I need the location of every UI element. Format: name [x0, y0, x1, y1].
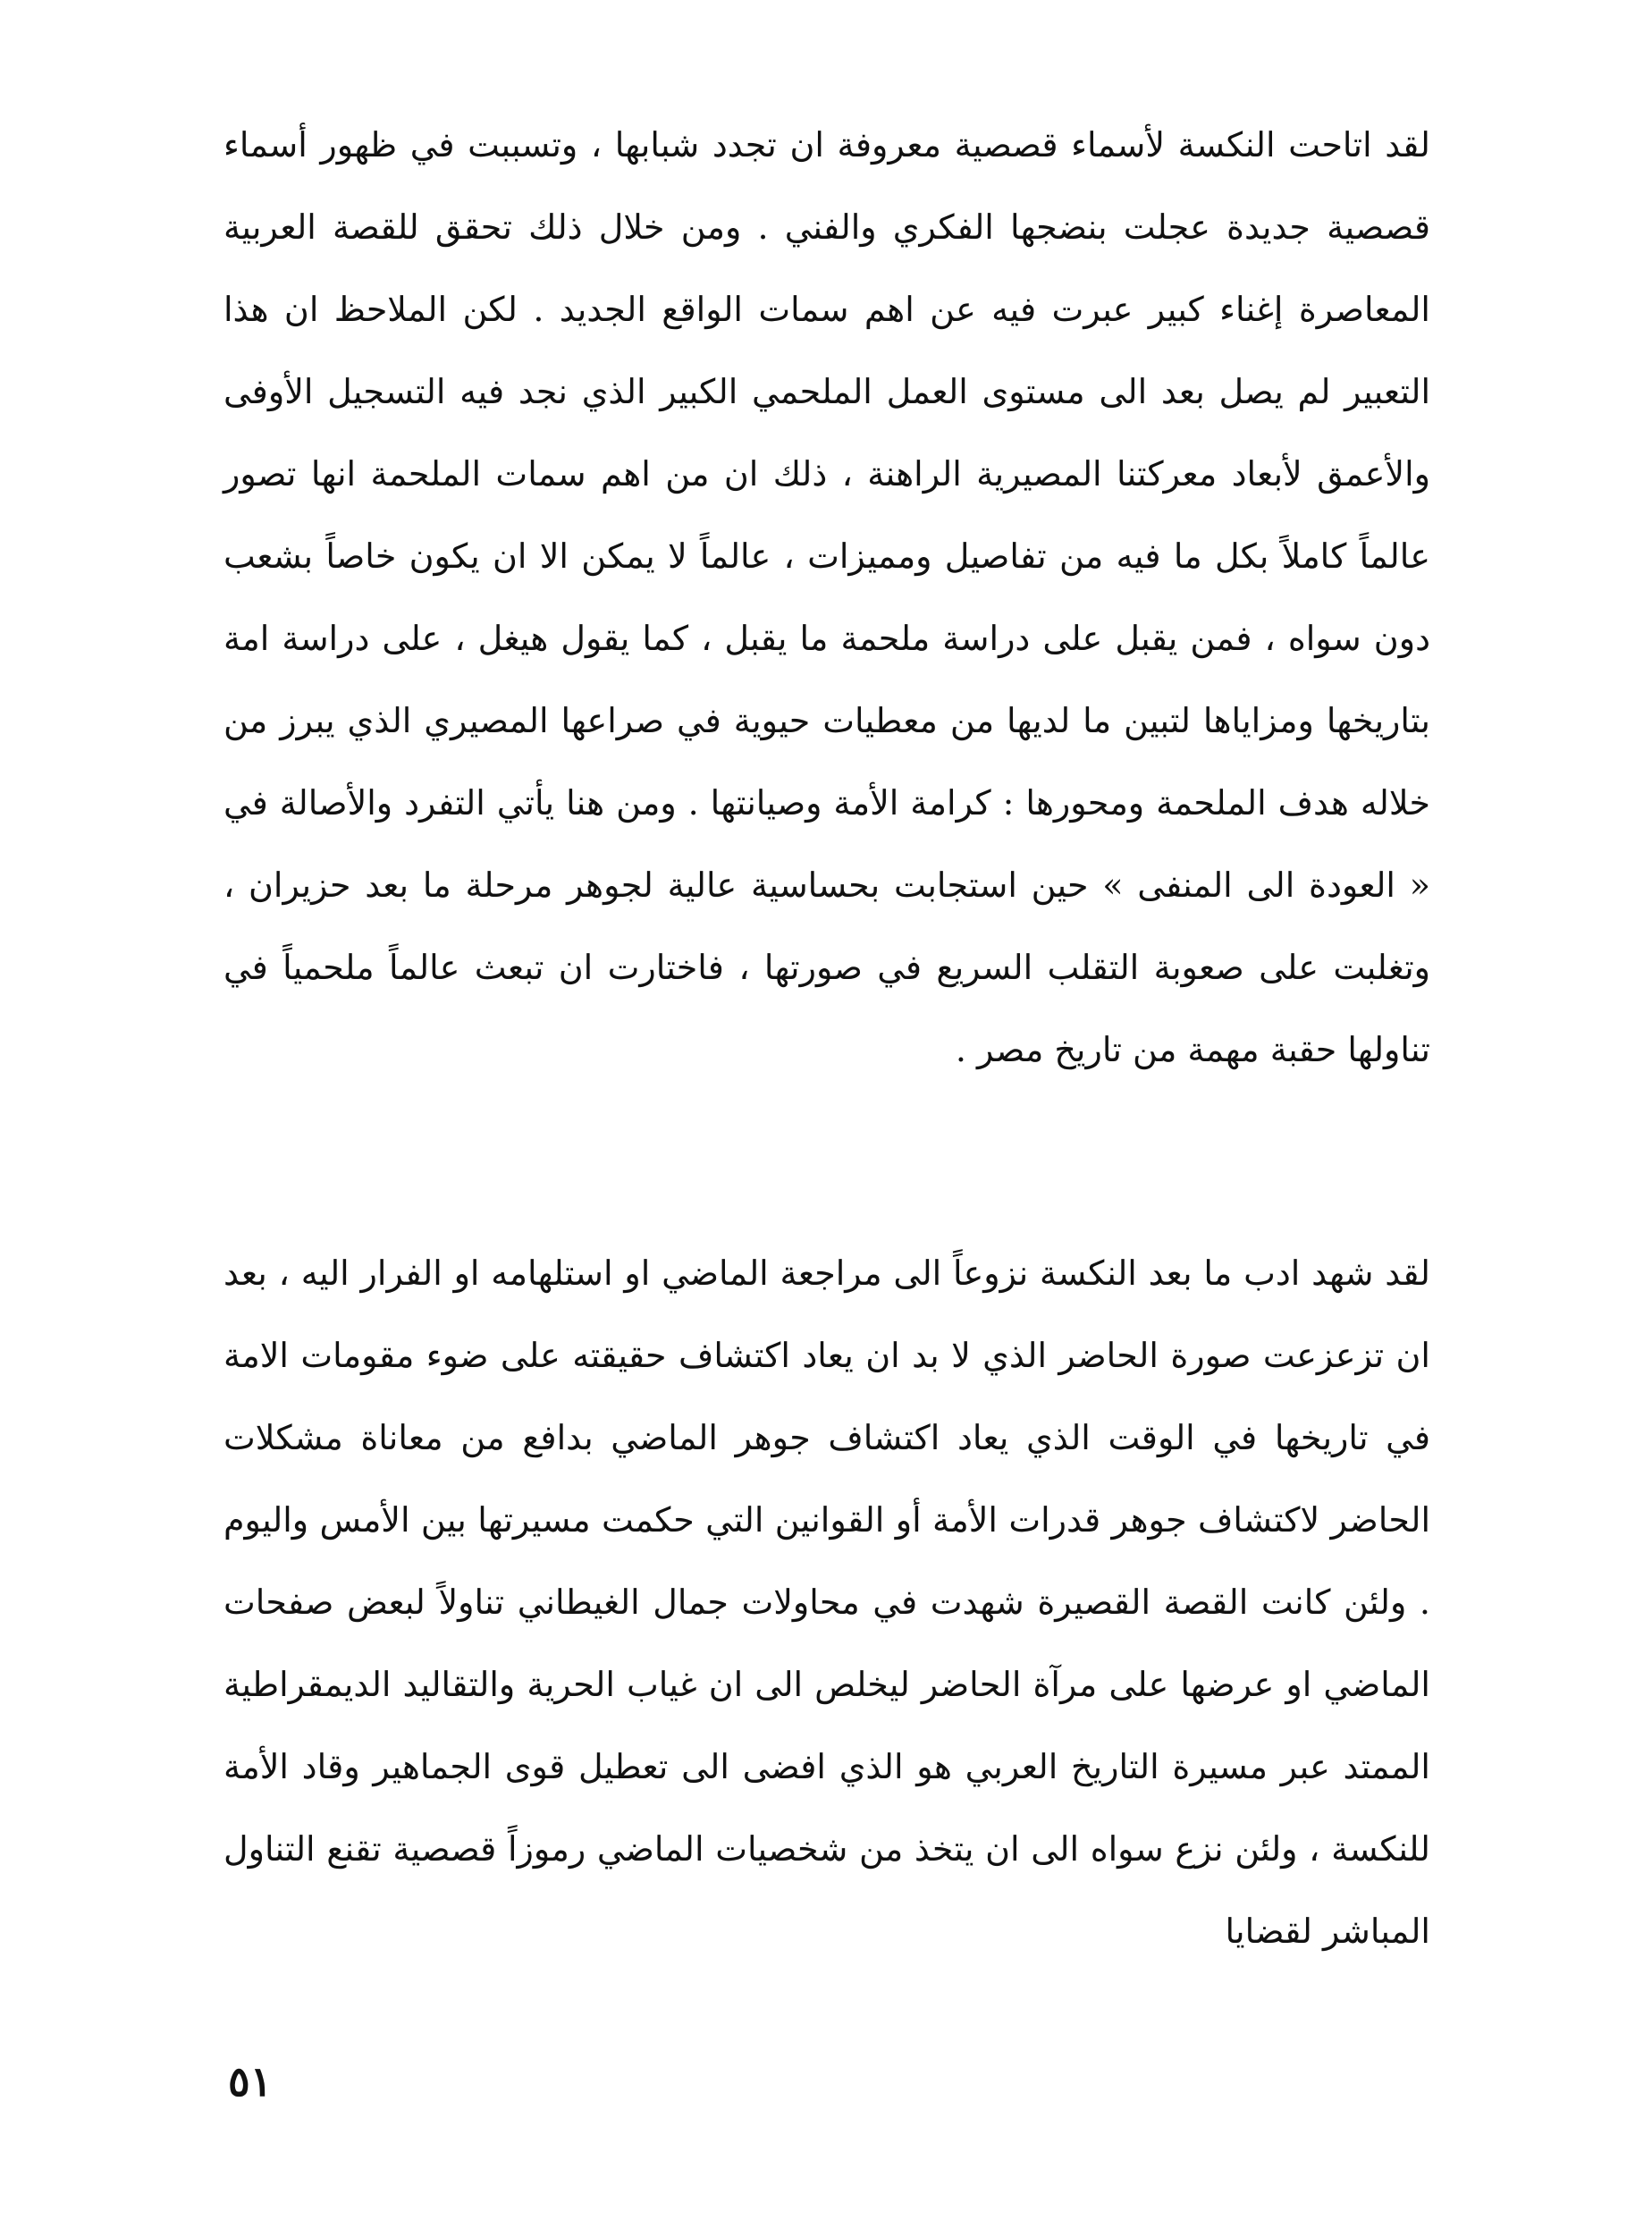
body-paragraph-2: لقد شهد ادب ما بعد النكسة نزوعاً الى مراجعة الماضي او استلهامه او الفرار اليه ، بعد ان تزعزعت صورة الحاضر الذي لا بد ان يعاد اكتشاف حقيقته على ضوء مقومات الامة في تاريخها في الوقت الذي يعاد اكتشاف جوهر الماضي بدافع من معاناة مشكلات الحاضر لاكتشاف جوهر قدرات الأمة أو القوانين التي حكمت مسيرتها بين الأمس واليوم . ولئن كانت القصة القصيرة شهدت في محاولات جمال الغيطاني تناولاً لبعض صفحات الماضي او عرضها على مرآة الحاضر ليخلص الى ان غياب الحرية والتقاليد الديمقراطية الممتد عبر مسيرة التاريخ العربي هو الذي افضى الى تعطيل قوى الجماهير وقاد الأمة للنكسة ، ولئن نزع سواه الى ان يتخذ من شخصيات الماضي رموزاً قصصية تقنع التناول المباشر لقضايا [223, 1253, 1430, 1951]
body-paragraph-1: لقد اتاحت النكسة لأسماء قصصية معروفة ان تجدد شبابها ، وتسببت في ظهور أسماء قصصية جديدة عجلت بنضجها الفكري والفني . ومن خلال ذلك تحقق للقصة العربية المعاصرة إغناء كبير عبرت فيه عن اهم سمات الواقع الجديد . لكن الملاحظ ان هذا التعبير لم يصل بعد الى مستوى العمل الملحمي الكبير الذي نجد فيه التسجيل الأوفى والأعمق لأبعاد معركتنا المصيرية الراهنة ، ذلك ان من اهم سمات الملحمة انها تصور عالماً كاملاً بكل ما فيه من تفاصيل ومميزات ، عالماً لا يمكن الا ان يكون خاصاً بشعب دون سواه ، فمن يقبل على دراسة ملحمة ما يقبل ، كما يقول هيغل ، على دراسة امة بتاريخها ومزاياها لتبين ما لديها من معطيات حيوية في صراعها المصيري الذي يبرز من خلاله هدف الملحمة ومحورها : كرامة الأمة وصيانتها . ومن هنا يأتي التفرد والأصالة في « العودة الى المنفى » حين استجابت بحساسية عالية لجوهر مرحلة ما بعد حزيران ، وتغلبت على صعوبة التقلب السريع في صورتها ، فاختارت ان تبعث عالماً ملحمياً في تناولها حقبة مهمة من تاريخ مصر . [223, 125, 1430, 1069]
page-number: ٥١ [228, 2057, 273, 2106]
